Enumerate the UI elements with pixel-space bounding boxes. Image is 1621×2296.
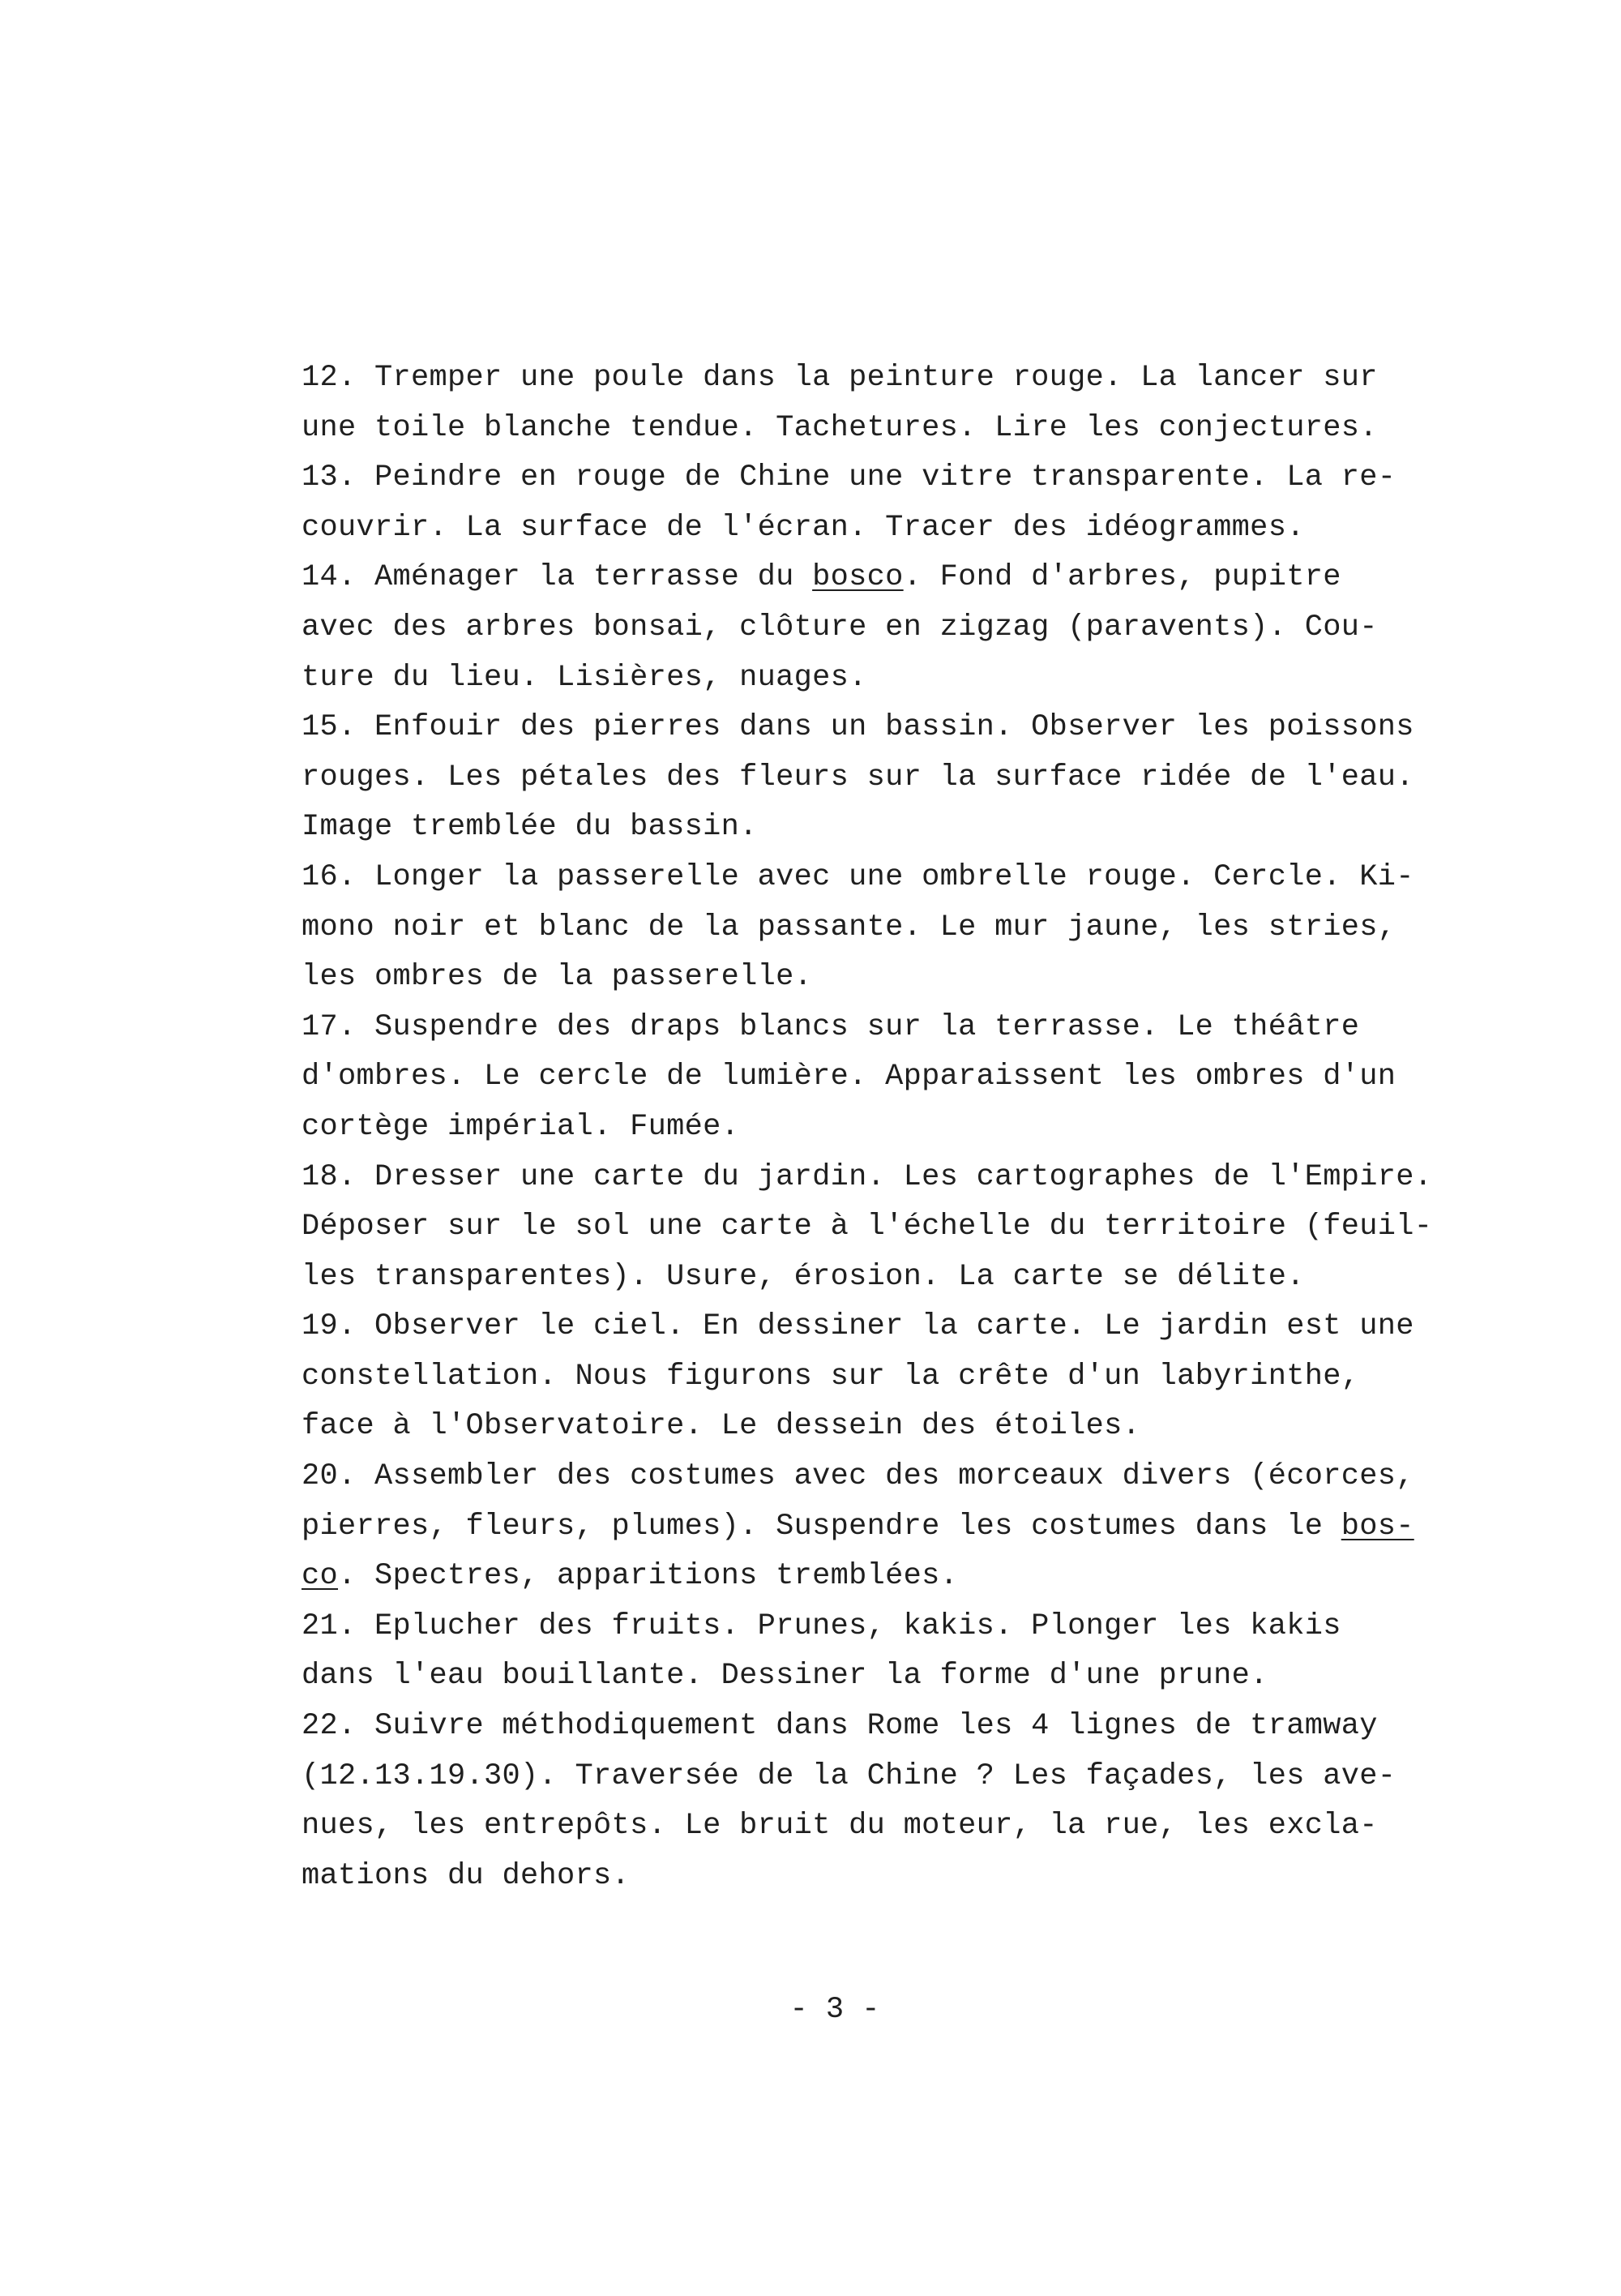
- text-segment: les ombres de la passerelle.: [302, 960, 813, 995]
- text-segment: avec des arbres bonsai, clôture en zigzag (paravents). Cou-: [302, 610, 1378, 645]
- text-segment: d'ombres. Le cercle de lumière. Apparaissent les ombres d'un: [302, 1060, 1396, 1094]
- text-line: [302, 1103, 1436, 1153]
- text-segment: . Spectres, apparitions tremblées.: [338, 1559, 959, 1594]
- text-line: [302, 1852, 1436, 1902]
- text-segment: 19. Observer le ciel. En dessiner la carte. Le jardin est une: [302, 1309, 1414, 1344]
- page-number: - 3 -: [789, 1993, 880, 2027]
- text-line: [302, 1153, 1436, 1203]
- typed-text-block: [302, 353, 1436, 1901]
- text-segment: constellation. Nous figurons sur la crête d'un labyrinthe,: [302, 1359, 1360, 1394]
- text-line: [302, 553, 1436, 603]
- text-line: [302, 1202, 1436, 1253]
- text-segment: nues, les entrepôts. Le bruit du moteur, la rue, les excla-: [302, 1809, 1378, 1844]
- text-line: [302, 803, 1436, 853]
- text-segment: dans l'eau bouillante. Dessiner la forme d'une prune.: [302, 1659, 1268, 1694]
- text-segment: cortège impérial. Fumée.: [302, 1109, 740, 1144]
- text-segment: 16. Longer la passerelle avec une ombrelle rouge. Cercle. Ki-: [302, 859, 1414, 894]
- text-segment: 12. Tremper une poule dans la peinture rouge. La lancer sur: [302, 361, 1378, 395]
- text-line: [302, 1402, 1436, 1452]
- text-segment: 13. Peindre en rouge de Chine une vitre transparente. La re-: [302, 460, 1396, 495]
- underlined-word: bosco: [812, 560, 904, 595]
- text-line: [302, 1702, 1436, 1752]
- text-segment: face à l'Observatoire. Le dessein des étoiles.: [302, 1409, 1141, 1444]
- text-line: [302, 953, 1436, 1003]
- text-line: [302, 903, 1436, 953]
- text-line: [302, 1752, 1436, 1802]
- text-line: [302, 1602, 1436, 1652]
- text-segment: pierres, fleurs, plumes). Suspendre les costumes dans le: [302, 1509, 1341, 1544]
- text-segment: . Fond d'arbres, pupitre: [903, 560, 1341, 595]
- text-line: [302, 1651, 1436, 1702]
- text-segment: Déposer sur le sol une carte à l'échelle du territoire (feuil-: [302, 1210, 1433, 1244]
- text-line: [302, 503, 1436, 554]
- text-segment: 15. Enfouir des pierres dans un bassin. Observer les poissons: [302, 710, 1414, 745]
- text-line: [302, 603, 1436, 653]
- text-segment: mono noir et blanc de la passante. Le mur jaune, les stries,: [302, 910, 1396, 945]
- text-segment: 18. Dresser une carte du jardin. Les cartographes de l'Empire.: [302, 1159, 1433, 1194]
- text-segment: les transparentes). Usure, érosion. La carte se délite.: [302, 1259, 1305, 1294]
- text-segment: 20. Assembler des costumes avec des morceaux divers (écorces,: [302, 1459, 1414, 1494]
- text-line: [302, 1502, 1436, 1553]
- text-line: [302, 853, 1436, 903]
- text-line: [302, 1003, 1436, 1053]
- text-line: [302, 353, 1436, 404]
- text-line: [302, 703, 1436, 753]
- text-segment: rouges. Les pétales des fleurs sur la surface ridée de l'eau.: [302, 760, 1414, 795]
- text-line: [302, 1552, 1436, 1602]
- text-line: [302, 1352, 1436, 1403]
- text-segment: couvrir. La surface de l'écran. Tracer des idéogrammes.: [302, 510, 1305, 545]
- text-segment: une toile blanche tendue. Tachetures. Lire les conjectures.: [302, 410, 1378, 445]
- text-segment: 22. Suivre méthodiquement dans Rome les 4 lignes de tramway: [302, 1709, 1378, 1744]
- text-segment: 14. Aménager la terrasse du: [302, 560, 813, 595]
- text-segment: (12.13.19.30). Traversée de la Chine ? Les façades, les ave-: [302, 1758, 1396, 1793]
- text-line: [302, 1253, 1436, 1303]
- text-segment: Image tremblée du bassin.: [302, 810, 758, 845]
- text-line: [302, 753, 1436, 803]
- text-segment: 17. Suspendre des draps blancs sur la terrasse. Le théâtre: [302, 1009, 1360, 1044]
- text-line: [302, 653, 1436, 704]
- text-line: [302, 1452, 1436, 1502]
- text-line: [302, 1801, 1436, 1852]
- underlined-word: bos-: [1341, 1509, 1414, 1544]
- text-segment: 21. Eplucher des fruits. Prunes, kakis. Plonger les kakis: [302, 1608, 1341, 1643]
- text-line: [302, 453, 1436, 503]
- text-line: [302, 1302, 1436, 1352]
- underlined-word: co: [302, 1559, 339, 1594]
- text-segment: ture du lieu. Lisières, nuages.: [302, 660, 867, 695]
- text-line: [302, 404, 1436, 454]
- text-segment: mations du dehors.: [302, 1858, 631, 1893]
- text-line: [302, 1052, 1436, 1103]
